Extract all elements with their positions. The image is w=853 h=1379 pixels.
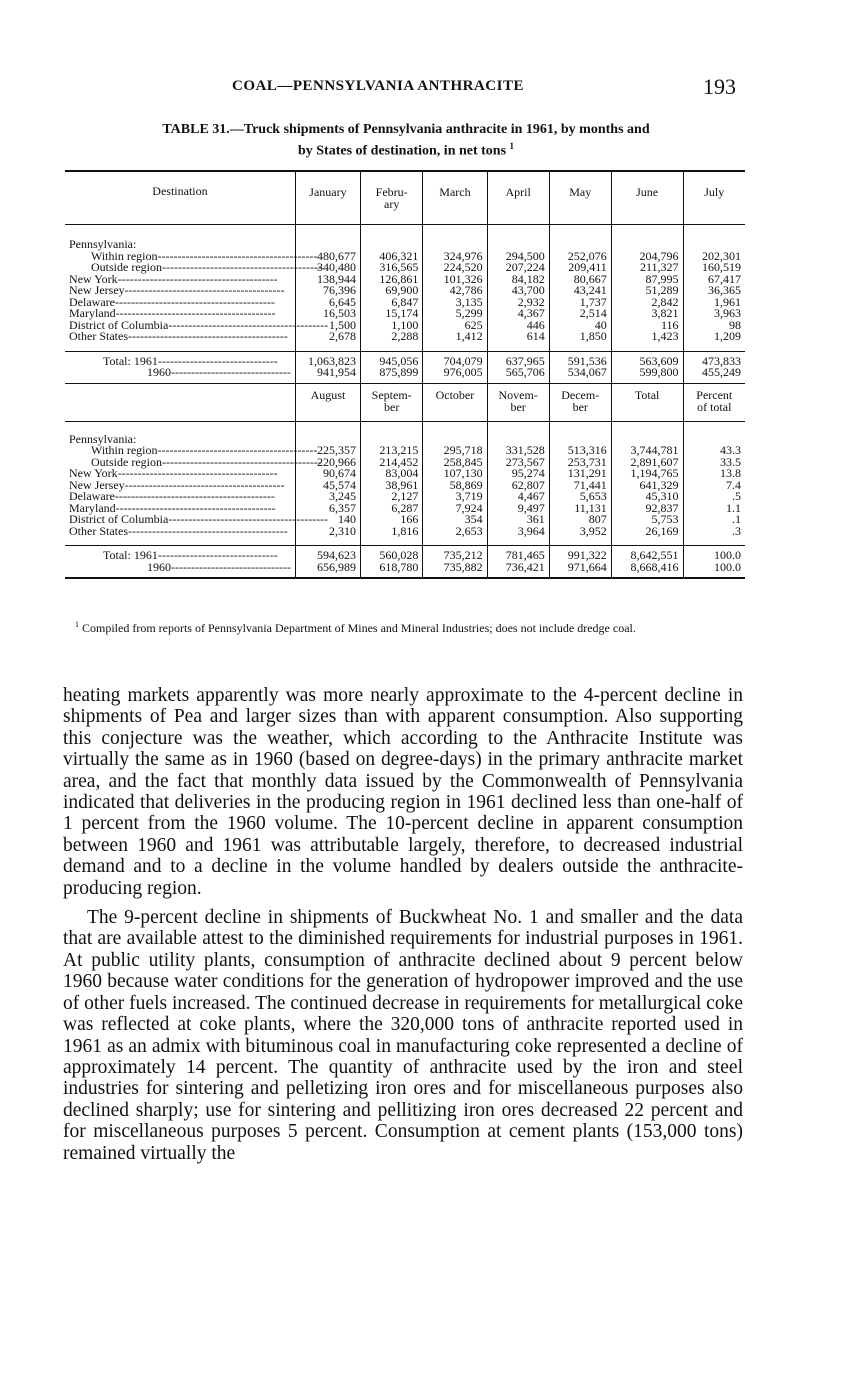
table-header-row	[65, 171, 745, 225]
table-cell: 7,924	[423, 503, 487, 515]
table-cell: 6,287	[361, 503, 423, 515]
table-cell: 224,520	[423, 262, 487, 274]
table-cell: 1,816	[361, 526, 423, 546]
column-header: July	[683, 171, 745, 225]
table-cell: 43,241	[549, 285, 611, 297]
table-cell: 781,465	[487, 546, 549, 562]
table-cell: 4,367	[487, 308, 549, 320]
table-row	[65, 331, 745, 351]
table-cell: 207,224	[487, 262, 549, 274]
total-label: Total: 1961------------------------------	[65, 351, 295, 367]
column-header: October	[423, 383, 487, 421]
footnote-text: Compiled from reports of Pennsylvania Department of Mines and Mineral Industries; does not include dredge coal.	[82, 621, 636, 635]
table-cell: 735,212	[423, 546, 487, 562]
row-label: Maryland----------------------------------------	[69, 306, 276, 320]
table-cell: 991,322	[549, 546, 611, 562]
total-label: 1960------------------------------	[147, 365, 291, 379]
table-cell: 294,500	[487, 251, 549, 263]
table-cell: 258,845	[423, 457, 487, 469]
shipments-table	[65, 170, 745, 579]
row-label: District of Columbia----------------------------------------	[69, 512, 329, 526]
table-cell: 2,288	[361, 331, 423, 351]
table-cell: .1	[683, 514, 745, 526]
table-cell: 95,274	[487, 468, 549, 480]
row-label: Outside region----------------------------------------	[91, 454, 322, 469]
table-cell: 204,796	[611, 251, 683, 263]
table-cell: 214,452	[361, 457, 423, 469]
table-cell: 38,961	[361, 480, 423, 492]
table-title-line-2: by States of destination, in net tons $^1$	[297, 141, 515, 159]
table-cell: 3,821	[611, 308, 683, 320]
table-cell: 3,964	[487, 526, 549, 546]
total-label: 1960------------------------------	[147, 559, 291, 574]
column-header: June	[611, 171, 683, 225]
leader-dots: ----------------------------------------	[168, 512, 329, 526]
table-cell: 13.8	[683, 468, 745, 480]
table-cell: 83,004	[361, 468, 423, 480]
table-cell: 6,847	[361, 297, 423, 309]
table-cell: 140	[295, 514, 360, 526]
running-title: COAL—PENNSYLVANIA ANTHRACITE	[232, 78, 524, 94]
table-cell: 166	[361, 514, 423, 526]
leader-dots: ------------------------------	[171, 559, 291, 574]
table-cell: 736,421	[487, 562, 549, 579]
table-cell: 76,396	[295, 285, 360, 297]
table-cell: 6,645	[295, 297, 360, 309]
table-cell: 340,480	[295, 262, 360, 274]
table-title-line-1: TABLE 31.—Truck shipments of Pennsylvania anthracite in 1961, by months and	[162, 122, 650, 137]
table-cell: 101,326	[423, 274, 487, 286]
table-cell: 1,737	[549, 297, 611, 309]
leader-dots: ----------------------------------------	[157, 248, 318, 263]
table-cell: 107,130	[423, 468, 487, 480]
leader-dots: ----------------------------------------	[128, 523, 288, 538]
table-cell: 2,678	[295, 331, 360, 351]
table-cell: 126,861	[361, 274, 423, 286]
table-cell: 3,952	[549, 526, 611, 546]
row-label: Delaware----------------------------------------	[69, 294, 275, 309]
table-cell: 138,944	[295, 274, 360, 286]
column-header: Decem- ber	[549, 383, 611, 421]
row-label: Other States----------------------------------------	[69, 329, 288, 343]
row-label: Maryland----------------------------------------	[69, 500, 276, 515]
table-cell: 84,182	[487, 274, 549, 286]
column-header: March	[423, 171, 487, 225]
total-row-1960	[65, 562, 745, 579]
column-header: January	[295, 171, 360, 225]
title-footnote-mark: 1	[509, 141, 515, 151]
table-cell: 213,215	[361, 445, 423, 457]
table-cell: 446	[487, 320, 549, 332]
table-cell: 331,528	[487, 445, 549, 457]
table-cell: 976,005	[423, 367, 487, 383]
stub-header: Destination	[65, 171, 295, 225]
table-cell: 36,365	[683, 285, 745, 297]
table-cell: 5,653	[549, 491, 611, 503]
row-label: Delaware----------------------------------------	[69, 489, 275, 503]
table-cell: 11,131	[549, 503, 611, 515]
table-cell: 1,961	[683, 297, 745, 309]
table-cell: 100.0	[683, 546, 745, 562]
table-cell: 473,833	[683, 351, 745, 367]
table-cell: 15,174	[361, 308, 423, 320]
column-header: Total	[611, 383, 683, 421]
table-cell: 945,056	[361, 351, 423, 367]
leader-dots: ----------------------------------------	[168, 317, 329, 332]
table-cell: 2,653	[423, 526, 487, 546]
table-cell: 67,417	[683, 274, 745, 286]
table-cell: 252,076	[549, 251, 611, 263]
table-cell: 202,301	[683, 251, 745, 263]
total-label: Total: 1961------------------------------	[65, 546, 295, 562]
table-cell: 16,503	[295, 308, 360, 320]
spacer-row	[65, 421, 745, 434]
row-label: New York----------------------------------------	[69, 466, 278, 480]
table-cell: 58,869	[423, 480, 487, 492]
leader-dots: ------------------------------	[157, 548, 278, 562]
footnote-mark: 1	[75, 620, 79, 629]
table-cell: 253,731	[549, 457, 611, 469]
table-cell: 3,744,781	[611, 445, 683, 457]
table-cell: 51,289	[611, 285, 683, 297]
table-cell: 807	[549, 514, 611, 526]
table-cell: 591,536	[549, 351, 611, 367]
column-header: Septem- ber	[361, 383, 423, 421]
column-header: May	[549, 171, 611, 225]
table-cell: 2,514	[549, 308, 611, 320]
table-cell: 69,900	[361, 285, 423, 297]
table-cell: 971,664	[549, 562, 611, 579]
table-cell: 80,667	[549, 274, 611, 286]
table-cell: 209,411	[549, 262, 611, 274]
row-label: Within region----------------------------------------	[91, 443, 318, 457]
table-cell: 2,842	[611, 297, 683, 309]
leader-dots: ----------------------------------------	[117, 466, 278, 480]
table-cell: 90,674	[295, 468, 360, 480]
column-header: August	[295, 383, 360, 421]
table-cell: 295,718	[423, 445, 487, 457]
table-cell: 100.0	[683, 562, 745, 579]
table-cell: 9,497	[487, 503, 549, 515]
table-cell: 406,321	[361, 251, 423, 263]
leader-dots: ----------------------------------------	[162, 260, 322, 274]
table-title	[65, 121, 747, 160]
group-label: Pennsylvania:	[69, 431, 137, 446]
column-header: Novem- ber	[487, 383, 549, 421]
table-cell: 62,807	[487, 480, 549, 492]
table-cell: 45,574	[295, 480, 360, 492]
table-cell: 594,623	[295, 546, 360, 562]
table-cell: 220,966	[295, 457, 360, 469]
table-cell: 225,357	[295, 445, 360, 457]
leader-dots: ----------------------------------------	[128, 329, 288, 343]
table-cell: 625	[423, 320, 487, 332]
page-number: 193	[703, 74, 736, 99]
leader-dots: ----------------------------------------	[124, 283, 285, 297]
leader-dots: ------------------------------	[171, 365, 291, 379]
table-cell: 641,329	[611, 480, 683, 492]
table-cell: 513,316	[549, 445, 611, 457]
table-cell: 3,963	[683, 308, 745, 320]
row-label: New York----------------------------------------	[69, 271, 278, 286]
table-cell: 1,500	[295, 320, 360, 332]
table-cell: 43.3	[683, 445, 745, 457]
table-cell: 599,800	[611, 367, 683, 383]
table-cell: 2,891,607	[611, 457, 683, 469]
total-row-1960	[65, 367, 745, 383]
paragraph-1: heating markets apparently was more nearly approximate to the 4-percent decline in shipments of Pea and larger sizes than with apparent consumption. Also supporting this conjecture was the weather, which according to the Anthracite Institute was virtually the same as in 1960 (based on degree-days) in the primary anthracite market area, and the fact that monthly data issued by the Commonwealth of Pennsylvania indicated that deliveries in the producing region in 1961 declined less than one-half of 1 percent from the 1960 volume. The 10-percent decline in apparent consumption between 1960 and 1961 was attributable largely, therefore, to decreased industrial demand and to a decline in the volume handled by dealers outside the anthracite-producing region.	[63, 685, 743, 899]
leader-dots: ------------------------------	[157, 353, 278, 368]
table-cell: 1,412	[423, 331, 487, 351]
table-cell: 941,954	[295, 367, 360, 383]
stub-header-blank	[65, 383, 295, 421]
table-cell: 7.4	[683, 480, 745, 492]
page-header	[0, 74, 853, 104]
table-cell: 3,135	[423, 297, 487, 309]
table-cell: 1,194,765	[611, 468, 683, 480]
leader-dots: ----------------------------------------	[114, 294, 275, 309]
leader-dots: ----------------------------------------	[162, 454, 322, 469]
table-cell: 71,441	[549, 480, 611, 492]
table-cell: 1.1	[683, 503, 745, 515]
table-cell: 273,567	[487, 457, 549, 469]
row-label: Outside region----------------------------------------	[91, 260, 322, 274]
table-cell: 211,327	[611, 262, 683, 274]
leader-dots: ----------------------------------------	[115, 306, 276, 320]
table-cell: 560,028	[361, 546, 423, 562]
table-cell: 875,899	[361, 367, 423, 383]
table-cell: 455,249	[683, 367, 745, 383]
group-label: Pennsylvania:	[69, 237, 137, 251]
table-cell: 1,063,823	[295, 351, 360, 367]
table-cell: 42,786	[423, 285, 487, 297]
row-label: New Jersey----------------------------------------	[69, 283, 285, 297]
table-cell: 2,932	[487, 297, 549, 309]
table-header-row	[65, 383, 745, 421]
table-cell: 8,668,416	[611, 562, 683, 579]
table-cell: 2,310	[295, 526, 360, 546]
table-cell: 26,169	[611, 526, 683, 546]
spacer-row	[65, 225, 745, 240]
table-cell: 618,780	[361, 562, 423, 579]
row-label: Within region----------------------------------------	[91, 248, 318, 263]
table-cell: 3,719	[423, 491, 487, 503]
table-cell: 361	[487, 514, 549, 526]
table-cell: 534,067	[549, 367, 611, 383]
table-cell: 1,209	[683, 331, 745, 351]
row-label: New Jersey----------------------------------------	[69, 477, 285, 492]
row-label: Other States----------------------------------------	[69, 523, 288, 538]
column-header: Febru- ary	[361, 171, 423, 225]
table-cell: 1,423	[611, 331, 683, 351]
table-cell: 5,299	[423, 308, 487, 320]
table-cell: 1,850	[549, 331, 611, 351]
leader-dots: ----------------------------------------	[115, 500, 276, 515]
column-header: Percent of total	[683, 383, 745, 421]
table-cell: 43,700	[487, 285, 549, 297]
table-cell: 563,609	[611, 351, 683, 367]
paragraph-2: The 9-percent decline in shipments of Buckwheat No. 1 and smaller and the data that are available attest to the diminished requirements for industrial purposes in 1961. At public utility plants, consumption of anthracite declined about 9 percent below 1960 because water conditions for the generation of hydropower improved and the use of other fuels increased. The continued decrease in requirements for metallurgical coke was reflected at coke plants, where the 320,000 tons of anthracite reported used in 1961 as an admix with bituminous coal in manufacturing coke represented a decline of approximately 14 percent. The quantity of anthracite used by the iron and steel industries for sintering and pelletizing iron ores and for miscellaneous purposes also declined sharply; use for sintering and pellitizing iron ores decreased 22 percent and for miscellaneous purposes 5 percent. Consumption at cement plants (153,000 tons) remained virtually the	[63, 907, 743, 1164]
column-header: April	[487, 171, 549, 225]
table-cell: 6,357	[295, 503, 360, 515]
table-cell: 45,310	[611, 491, 683, 503]
footnote	[65, 618, 747, 635]
table-cell: 4,467	[487, 491, 549, 503]
table-row	[65, 526, 745, 546]
table-cell: 98	[683, 320, 745, 332]
table-cell: 704,079	[423, 351, 487, 367]
table-cell: 480,677	[295, 251, 360, 263]
table-cell: .5	[683, 491, 745, 503]
table-cell: 131,291	[549, 468, 611, 480]
table-cell: 354	[423, 514, 487, 526]
table-cell: 2,127	[361, 491, 423, 503]
table-cell: 637,965	[487, 351, 549, 367]
leader-dots: ----------------------------------------	[114, 489, 275, 503]
body-text	[63, 685, 743, 1164]
table-cell: .3	[683, 526, 745, 546]
table-cell: 116	[611, 320, 683, 332]
table-cell: 1,100	[361, 320, 423, 332]
table-cell: 3,245	[295, 491, 360, 503]
table-cell: 316,565	[361, 262, 423, 274]
table-cell: 656,989	[295, 562, 360, 579]
table-cell: 5,753	[611, 514, 683, 526]
table-cell: 40	[549, 320, 611, 332]
row-label: District of Columbia----------------------------------------	[69, 317, 329, 332]
table-cell: 565,706	[487, 367, 549, 383]
leader-dots: ----------------------------------------	[157, 443, 318, 457]
table-cell: 735,882	[423, 562, 487, 579]
table-cell: 33.5	[683, 457, 745, 469]
table-cell: 8,642,551	[611, 546, 683, 562]
table-cell: 160,519	[683, 262, 745, 274]
leader-dots: ----------------------------------------	[124, 477, 285, 492]
table-cell: 614	[487, 331, 549, 351]
table-cell: 87,995	[611, 274, 683, 286]
table-cell: 92,837	[611, 503, 683, 515]
leader-dots: ----------------------------------------	[117, 271, 278, 286]
table-cell: 324,976	[423, 251, 487, 263]
